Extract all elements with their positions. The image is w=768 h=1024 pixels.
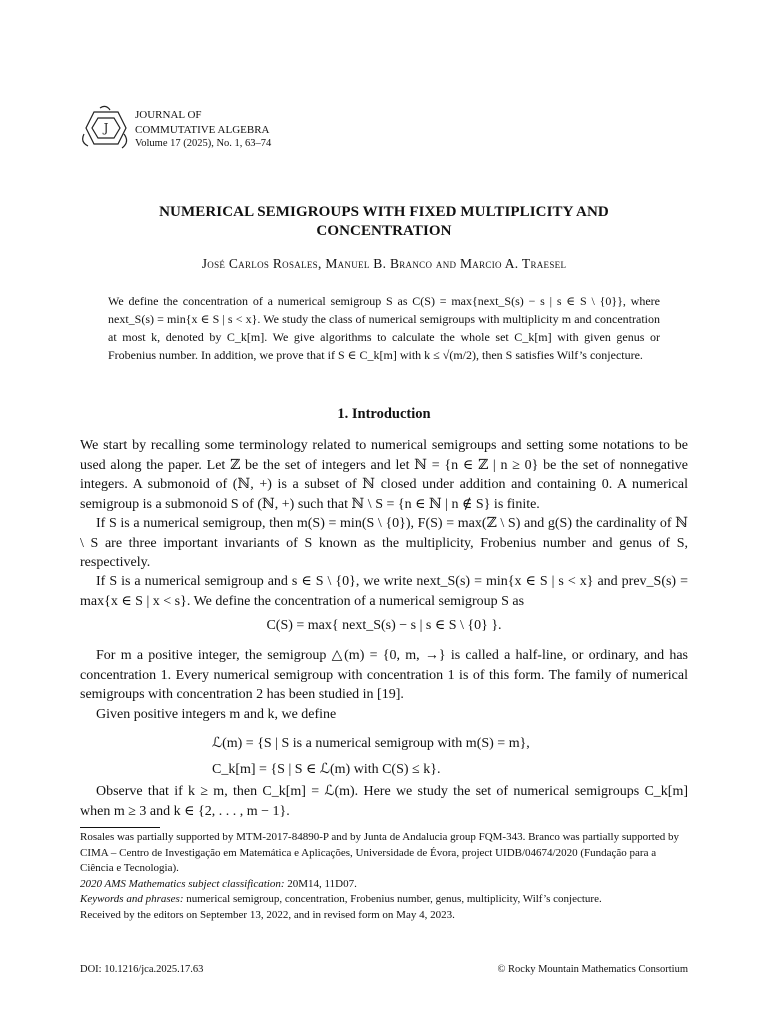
paragraph-5: Given positive integers m and k, we define: [96, 707, 337, 722]
footnotes: [80, 830, 688, 924]
journal-logo-icon: [80, 104, 132, 152]
section-heading: 1. Introduction: [337, 406, 431, 422]
copyright: © Rocky Mountain Mathematics Consortium: [497, 964, 688, 975]
paragraph-1: We start by recalling some terminology related to numerical semigroups and setting some notations to be used along the paper. Let ℤ be the set of integers and let ℕ = {n ∈ ℤ | n ≥ 0} be the set of nonnegative integers. A submonoid of (ℕ, +) is a subset of ℕ closed under addition and containing 0. A numerical semigroup is a submonoid S of (ℕ, +) such that ℕ \ S = {n ∈ ℕ | n ∉ S} is finite.: [80, 438, 688, 512]
doi-link[interactable]: DOI: 10.1216/jca.2025.17.63: [80, 964, 204, 975]
msc-value: 20M14, 11D07.: [287, 877, 357, 890]
msc-label: 2020 AMS Mathematics subject classification:: [80, 877, 285, 890]
paragraph-3: If S is a numerical semigroup and s ∈ S \ {0}, we write next_S(s) = min{x ∈ S | s < x} and prev_S(s) = max{x ∈ S | x < s}. We define the concentration of a numerical semigroup S as: [80, 574, 688, 609]
journal-name-line1: JOURNAL OF: [135, 109, 202, 121]
journal-name-line2: COMMUTATIVE ALGEBRA: [135, 123, 270, 136]
journal-volume: Volume 17 (2025), No. 1, 63–74: [135, 138, 272, 149]
definition-L: ℒ(m) = {S | S is a numerical semigroup with m(S) = m},: [212, 736, 530, 751]
paragraph-6: Observe that if k ≥ m, then C_k[m] = ℒ(m). Here we study the set of numerical semigroups C_k[m] when m ≥ 3 and k ∈ {2, . . . , m − 1}.: [80, 784, 688, 819]
paragraph-4: For m a positive integer, the semigroup △(m) = {0, m, →} is called a half-line, or ordinary, and has concentration 1. Every numerical semigroup with concentration 1 is of this form. The family of numerical semigroups with concentration 2 has been studied in [19].: [80, 648, 688, 703]
authors: José Carlos Rosales, Manuel B. Branco and Marcio A. Traesel: [201, 256, 567, 271]
keywords-value: numerical semigroup, concentration, Frobenius number, genus, multiplicity, Wilf’s conjecture.: [186, 893, 602, 906]
definition-Ck: C_k[m] = {S | S ∈ ℒ(m) with C(S) ≤ k}.: [212, 762, 441, 777]
title-line-2: CONCENTRATION: [316, 223, 452, 239]
msc-note: [80, 877, 688, 893]
funding-note: Rosales was partially supported by MTM-2017-84890-P and by Junta de Andalucia group FQM-343. Branco was partially supported by CIMA – Centro de Investigação em Matemática e Aplicações, Universidade de Évora, project UIDB/04674/2020 (Fundação para a Ciência e Tecnologia).: [80, 831, 679, 875]
journal-info: [135, 108, 271, 152]
display-equation-definitions: [212, 731, 530, 783]
paragraph-2: If S is a numerical semigroup, then m(S) = min(S \ {0}), F(S) = max(ℤ \ S) and g(S) the cardinality of ℕ \ S are three important invariants of S known as the multiplicity, Frobenius number and genus of S, respectively.: [80, 516, 688, 571]
svg-text:J: J: [103, 121, 109, 135]
received-note: Received by the editors on September 13, 2022, and in revised form on May 4, 2023.: [80, 908, 455, 921]
keywords-label: Keywords and phrases:: [80, 893, 184, 906]
paper-title: [80, 203, 688, 241]
display-equation-concentration: C(S) = max{ next_S(s) − s | s ∈ S \ {0} }.: [266, 618, 502, 633]
journal-header: [80, 104, 380, 154]
footnote-rule: [80, 827, 160, 828]
title-line-1: NUMERICAL SEMIGROUPS WITH FIXED MULTIPLICITY AND: [159, 204, 609, 220]
abstract: We define the concentration of a numerical semigroup S as C(S) = max{next_S(s) − s | s ∈ S \ {0}}, where next_S(s) = min{x ∈ S | s < x}. We study the class of numerical semigroups with multiplicity m and concentration at most k, denoted by C_k[m]. We give algorithms to calculate the whole set C_k[m] with given genus or Frobenius number. In addition, we prove that if S ∈ C_k[m] with k ≤ √(m/2), then S satisfies Wilf’s conjecture.: [108, 294, 660, 362]
keywords-note: [80, 892, 688, 908]
